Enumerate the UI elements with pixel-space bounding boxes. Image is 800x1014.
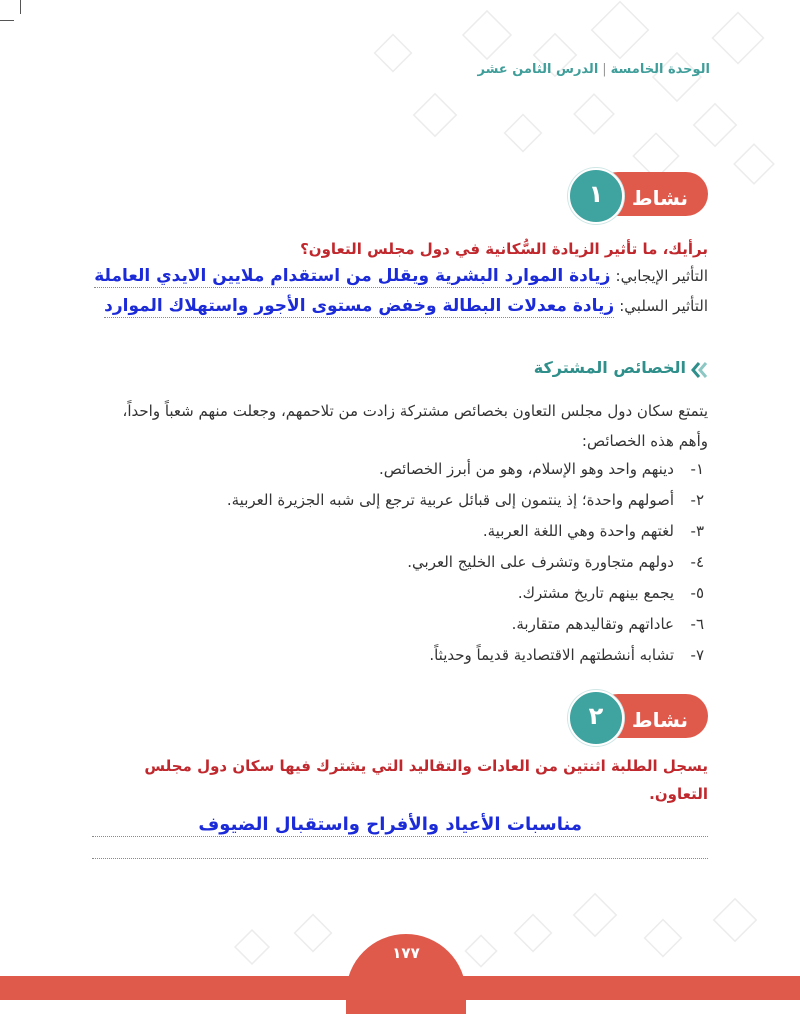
page-number-tab	[346, 934, 466, 1014]
double-chevron-icon	[690, 360, 710, 380]
activity-2-badge	[568, 690, 708, 742]
list-item-number: ٥-	[690, 584, 704, 602]
list-item-number: ٣-	[690, 522, 704, 540]
list-item-text: عاداتهم وتقاليدهم متقاربة.	[511, 615, 674, 633]
list-item-text: دينهم واحد وهو الإسلام، وهو من أبرز الخصائص.	[378, 460, 674, 478]
list-item-text: أصولهم واحدة؛ إذ ينتمون إلى قبائل عربية ترجع إلى شبه الجزيرة العربية.	[226, 491, 674, 509]
unit-title: الوحدة الخامسة	[610, 62, 710, 77]
positive-effect-label: التأثير الإيجابي:	[615, 267, 708, 285]
section-intro: يتمتع سكان دول مجلس التعاون بخصائص مشتركة زادت من تلاحمهم، وجعلت منهم شعباً واحداً، وأهم هذه الخصائص:	[122, 402, 708, 450]
negative-effect-label: التأثير السلبي:	[619, 297, 708, 315]
activity-2-answer: مناسبات الأعياد والأفراح واستقبال الضيوف	[198, 814, 582, 835]
list-item-number: ٧-	[690, 646, 704, 664]
answer-line	[92, 858, 708, 859]
list-item	[227, 578, 704, 609]
list-item-text: لغتهم واحدة وهي اللغة العربية.	[482, 522, 674, 540]
activity-label: نشاط	[631, 708, 688, 732]
activity-number: ١	[588, 180, 604, 208]
list-item-number: ١-	[690, 460, 704, 478]
list-item-number: ٤-	[690, 553, 704, 571]
list-item-text: يجمع بينهم تاريخ مشترك.	[517, 584, 674, 602]
negative-effect-row	[104, 296, 708, 316]
list-item	[227, 547, 704, 578]
list-item	[227, 609, 704, 640]
positive-effect-answer: زيادة الموارد البشرية ويقلل من استقدام ملايين الايدي العاملة	[94, 266, 611, 286]
list-item-text: دولهم متجاورة وتشرف على الخليج العربي.	[407, 553, 674, 571]
list-item	[227, 454, 704, 485]
page-number: ١٧٧	[392, 944, 420, 962]
header-separator: |	[602, 62, 607, 77]
section-title	[534, 358, 708, 377]
positive-effect-row	[94, 266, 708, 286]
negative-effect-answer: زيادة معدلات البطالة وخفض مستوى الأجور واستهلاك الموارد	[104, 296, 615, 316]
activity-1-question: برأيك، ما تأثير الزيادة السُّكانية في دول مجلس التعاون؟	[300, 240, 708, 258]
activity-label: نشاط	[631, 186, 688, 210]
activity-2-instruction: يسجل الطلبة اثنتين من العادات والتقاليد التي يشترك فيها سكان دول مجلس التعاون.	[144, 757, 708, 803]
crop-mark	[0, 20, 14, 21]
crop-mark	[20, 0, 21, 14]
lesson-title: الدرس الثامن عشر	[477, 62, 599, 77]
activity-number-circle	[568, 690, 624, 746]
list-item-number: ٢-	[690, 491, 704, 509]
list-item	[227, 640, 704, 671]
list-item-number: ٦-	[690, 615, 704, 633]
page-header	[477, 62, 710, 77]
characteristics-list	[227, 454, 704, 671]
activity-number-circle	[568, 168, 624, 224]
list-item	[227, 516, 704, 547]
section-title-text: الخصائص المشتركة	[533, 358, 686, 377]
answer-line	[92, 836, 708, 837]
list-item-text: تشابه أنشطتهم الاقتصادية قديماً وحديثاً.	[429, 646, 674, 664]
activity-number: ٢	[588, 702, 604, 730]
list-item	[227, 485, 704, 516]
activity-1-badge	[568, 168, 708, 220]
